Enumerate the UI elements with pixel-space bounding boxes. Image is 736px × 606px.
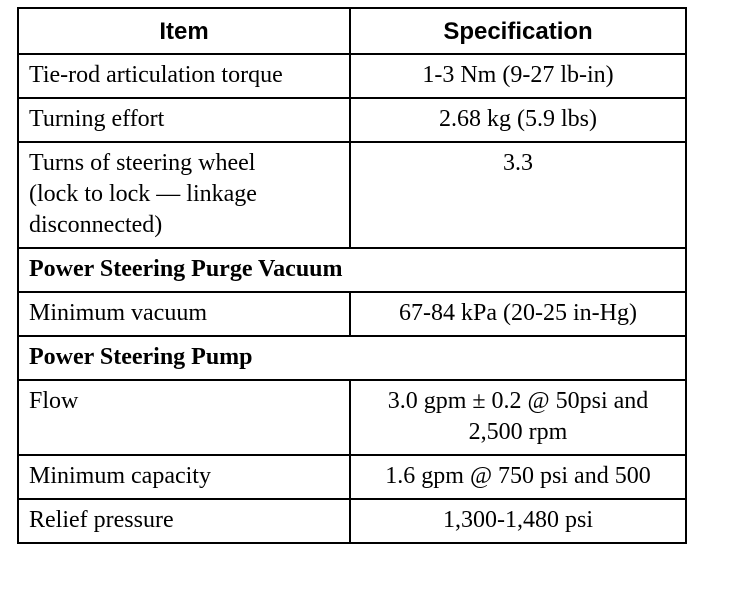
item-cell: Relief pressure [18, 499, 350, 543]
item-cell: Minimum vacuum [18, 292, 350, 336]
spec-cell: 1,300-1,480 psi [350, 499, 686, 543]
item-cell: Tie-rod articulation torque [18, 54, 350, 98]
section-heading: Power Steering Pump [18, 336, 686, 380]
spec-cell: 67-84 kPa (20-25 in-Hg) [350, 292, 686, 336]
table-row [18, 98, 686, 142]
item-cell: Minimum capacity [18, 455, 350, 499]
item-cell: Turning effort [18, 98, 350, 142]
table-row [18, 380, 686, 455]
table-row [18, 54, 686, 98]
specification-table [17, 7, 687, 544]
header-item: Item [18, 8, 350, 54]
spec-cell: 1-3 Nm (9-27 lb-in) [350, 54, 686, 98]
spec-cell: 2.68 kg (5.9 lbs) [350, 98, 686, 142]
table-row [18, 499, 686, 543]
table-row [18, 292, 686, 336]
section-row [18, 248, 686, 292]
spec-cell: 3.0 gpm ± 0.2 @ 50psi and 2,500 rpm [350, 380, 686, 455]
section-row [18, 336, 686, 380]
spec-cell: 3.3 [350, 142, 686, 248]
header-specification: Specification [350, 8, 686, 54]
item-cell: Flow [18, 380, 350, 455]
table-header-row [18, 8, 686, 54]
section-heading: Power Steering Purge Vacuum [18, 248, 686, 292]
spec-cell: 1.6 gpm @ 750 psi and 500 [350, 455, 686, 499]
table-row [18, 142, 686, 248]
item-cell: Turns of steering wheel (lock to lock — linkage disconnected) [18, 142, 350, 248]
table-row [18, 455, 686, 499]
